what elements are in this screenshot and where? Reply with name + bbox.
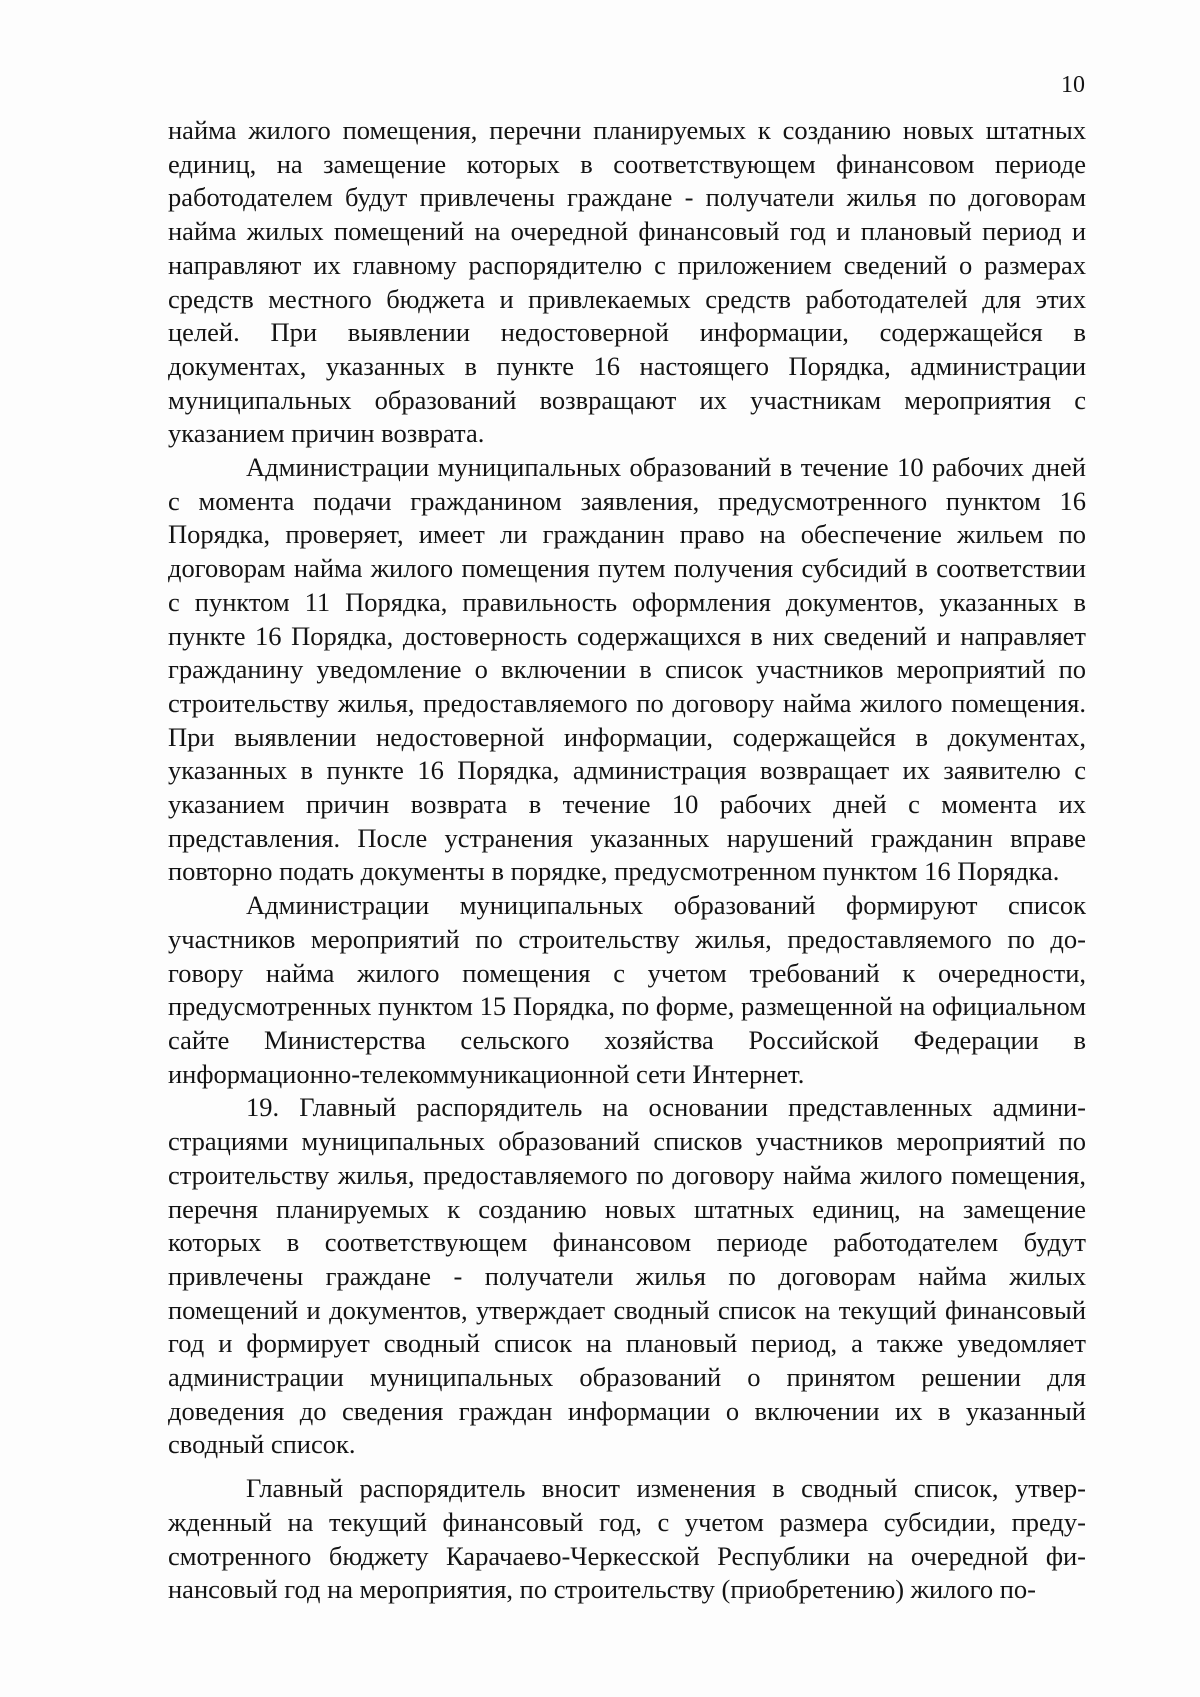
page-number: 10 — [1061, 72, 1085, 98]
paragraph-administration-check: Администрации муниципальных образований в течение 10 рабочих дней с момента подачи гражданином заявления, предусмотренного пунктом 16 Порядка, проверяет, имеет ли гражданин право на обеспечение жильем по договорам найма жилого помещения путем получения субсидий в соответствии с пунктом 11 Порядка, правильность оформления документов, указанных в пункте 16 Порядка, достоверность содержащихся в них сведений и направляет гражданину уведомление о включении в список участников мероприятий по строительству жилья, предоставляемого по договору найма жилого помещения. При выявлении недостоверной информации, содержащейся в документах, указанных в пункте 16 Порядка, администрация возвращает их заявителю с указанием причин возврата в течение 10 рабочих дней с момента их представления. После устранения указанных нарушений гражданин вправе повторно подать документы в порядке, предусмотренном пунктом 16 Порядка. — [168, 452, 1086, 887]
paragraph-item-19: 19. Главный распорядитель на основании представленных администрациями муниципальных образований списков участников мероприятий по строительству жилья, предоставляемого по договору найма жилого помещения, перечня планируемых к созданию новых штатных единиц, на замещение которых в соответствующем финансовом периоде работодателем будут привлечены граждане - получатели жилья по договорам найма жилых помещений и документов, утверждает сводный список на текущий финансовый год и формирует сводный список на плановый период, а также уведомляет администрации муниципальных образований о принятом решении для доведения до сведения граждан информации о включении их в указанный сводный список. — [168, 1092, 1086, 1460]
paragraph-continuation: найма жилого помещения, перечни планируемых к созданию новых штатных единиц, на замещение которых в соответствующем финансовом периоде работодателем будут привлечены граждане - получатели жилья по договорам найма жилых помещений на очередной финансовый год и плановый период и направляют их главному распорядителю с приложением сведений о размерах средств местного бюджета и привлекаемых средств работодателей для этих целей. При выявлении недостоверной информации, содержащейся в документах, указанных в пункте 16 настоящего Порядка, администрации муниципальных образований возвращают их участникам мероприятия с указанием причин возврата. — [168, 115, 1086, 449]
document-body — [168, 114, 1086, 1607]
paragraph-list-changes: Главный распорядитель вносит изменения в сводный список, утвержденный на текущий финансовый год, с учетом размера субсидии, предусмотренного бюджету Карачаево-Черкесской Республики на очередной финансовый год на мероприятия, по строительству (приобретению) жилого по- — [168, 1473, 1086, 1605]
paragraph-participants-list: Администрации муниципальных образований формируют список участников мероприятий по строительству жилья, предоставляемого по договору найма жилого помещения с учетом требований к очередности, предусмотренных пунктом 15 Порядка, по форме, размещенной на официальном сайте Министерства сельского хозяйства Российской Федерации в информационно-телекоммуникационной сети Интернет. — [168, 890, 1086, 1089]
